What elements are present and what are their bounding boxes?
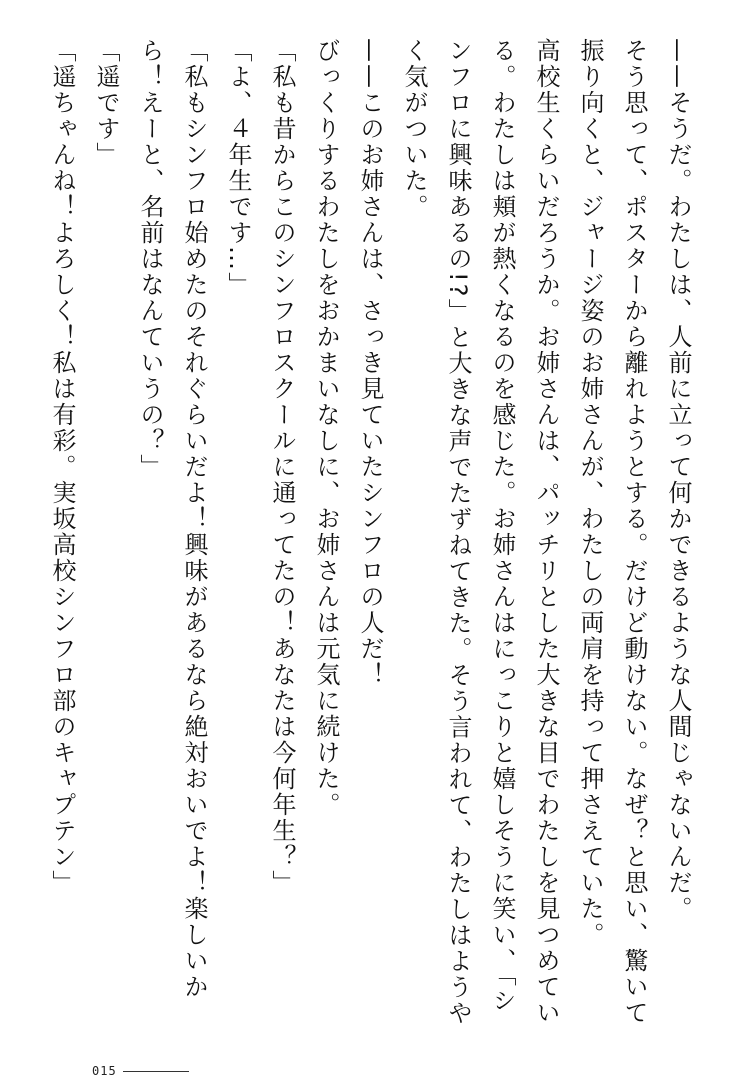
vertical-text-body xyxy=(48,38,700,1038)
paragraph: びっくりするわたしをおかまいなしに、お姉さんは元気に続けた。 xyxy=(312,38,340,818)
paragraph: ——このお姉さんは、さっき見ていたシンフロの人だ！ xyxy=(356,38,384,688)
page-footer xyxy=(92,1064,189,1078)
dialogue-line: 「遥ちゃんね！よろしく！私は有彩。実坂高校シンフロ部のキャプテン」 xyxy=(48,38,76,896)
dialogue-line: 「私もシンフロ始めたのそれぐらいだよ！興味があるなら絶対おいでよ！楽しいから！えーと、名前はなんていうの？」 xyxy=(136,38,208,1000)
footer-rule xyxy=(123,1071,189,1072)
paragraph: そう思って、ポスターから離れようとする。だけど動けない。なぜ？と思い、驚いて振り向くと、ジャージ姿のお姉さんが、わたしの両肩を持って押さえていた。 xyxy=(576,38,648,1026)
paragraph: ——そうだ。わたしは、人前に立って何かできるような人間じゃないんだ。 xyxy=(664,38,692,922)
paragraph: 高校生くらいだろうか。お姉さんは、パッチリとした大きな目でわたしを見つめている。わたしは頬が熱くなるのを感じた。お姉さんはにっこりと嬉しそうに笑い、「シンフロに興味あるの!?」と大きな声でたずねてきた。そう言われて、わたしはようやく気がついた。 xyxy=(400,38,560,1027)
dialogue-line: 「遥です」 xyxy=(92,38,120,168)
dialogue-line: 「よ、４年生です…」 xyxy=(224,38,252,298)
page-number: 015 xyxy=(92,1064,117,1078)
dialogue-line: 「私も昔からこのシンフロスクールに通ってたの！あなたは今何年生？」 xyxy=(268,38,296,896)
